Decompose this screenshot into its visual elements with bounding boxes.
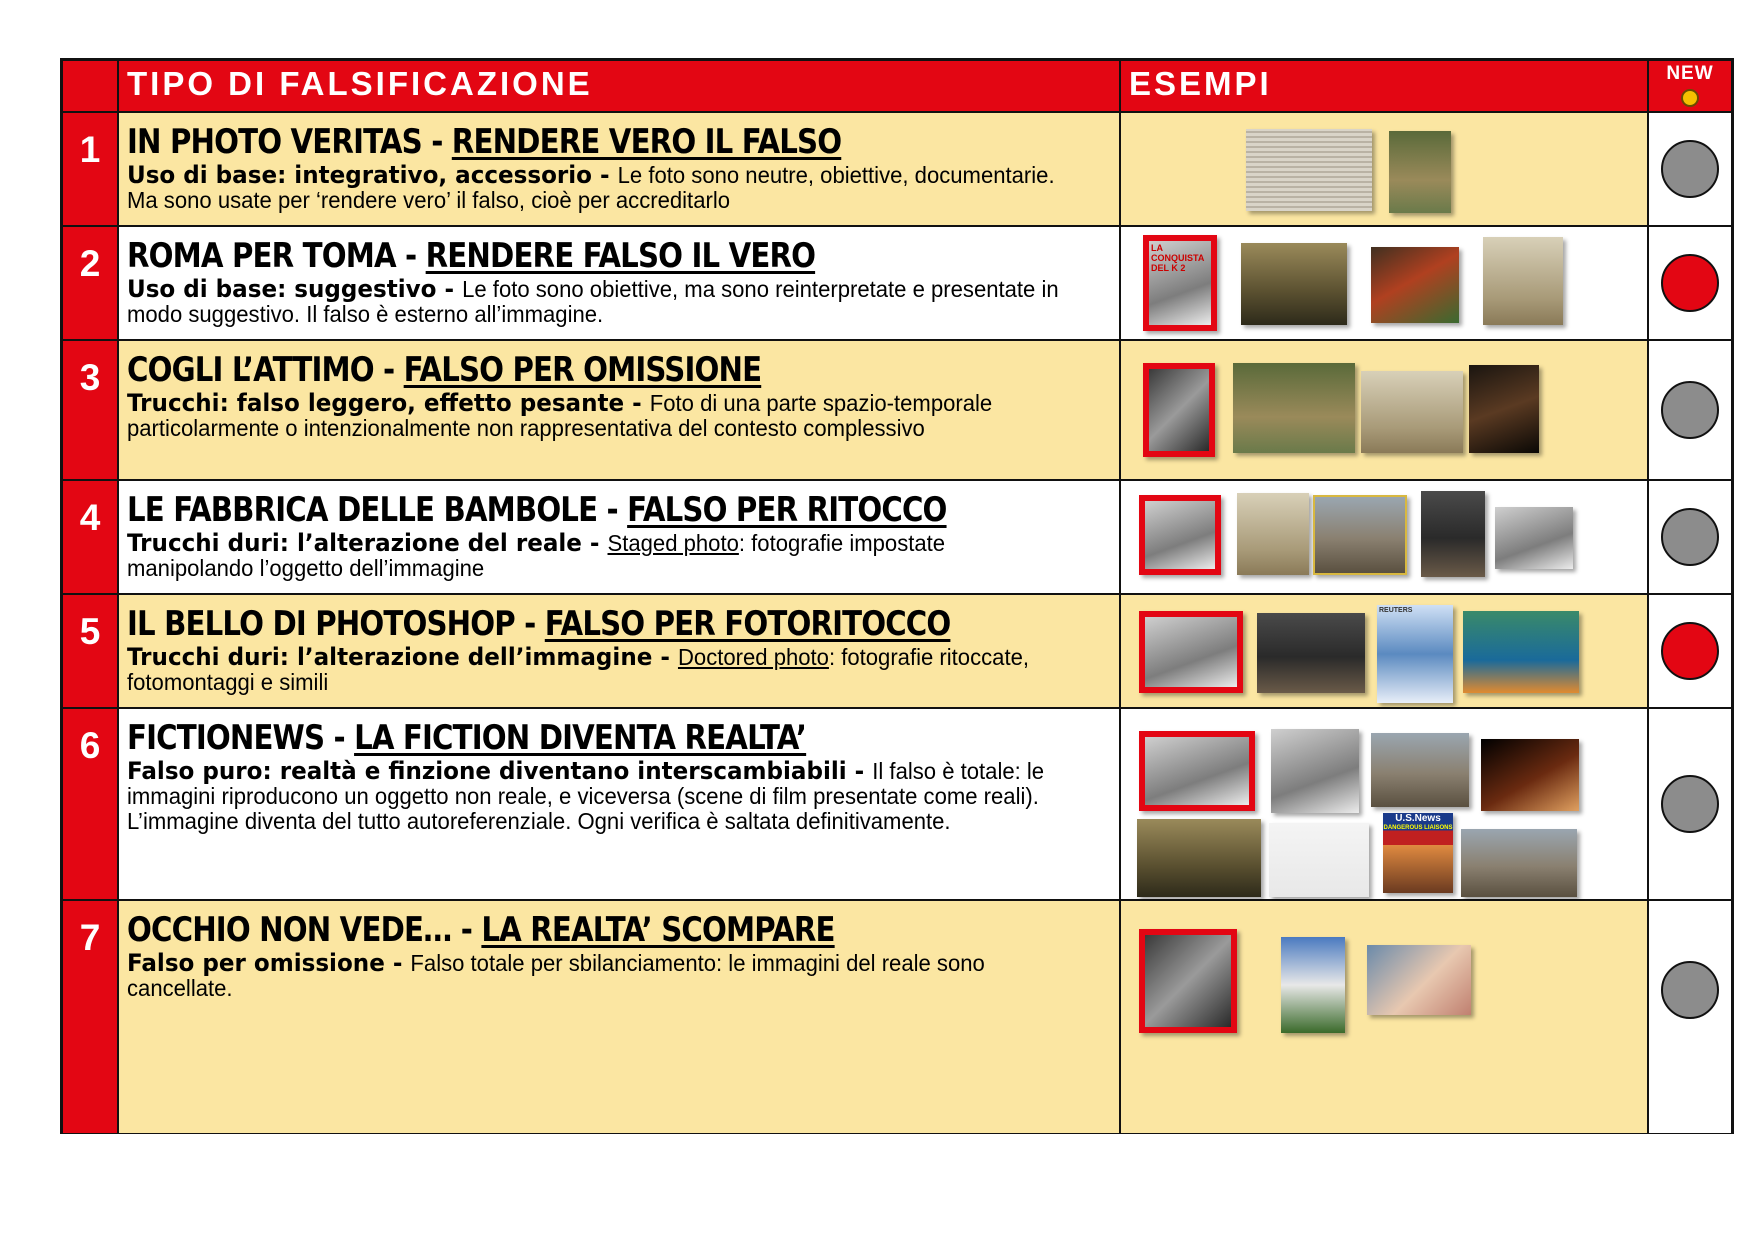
row-type-cell (119, 709, 1121, 899)
example-thumbnail[interactable] (1461, 829, 1577, 897)
examples-cell (1121, 227, 1649, 339)
row-description: Trucchi: falso leggero, effetto pesante - Foto di una parte spazio-temporale particolarmente o intenzionalmente non rappresentativa del contesto complessivo (127, 389, 993, 441)
example-thumbnail[interactable] (1371, 733, 1469, 807)
example-thumbnail[interactable] (1383, 813, 1453, 893)
example-thumbnail[interactable] (1139, 929, 1237, 1033)
status-circle-icon (1661, 508, 1719, 566)
example-thumbnail[interactable] (1313, 495, 1407, 575)
table-row (63, 113, 1731, 227)
row-title: FICTIONEWS - LA FICTION DIVENTA REALTA’ (127, 718, 807, 758)
example-thumbnail[interactable] (1139, 495, 1221, 575)
row-number: 4 (63, 481, 119, 593)
example-thumbnail[interactable] (1367, 945, 1471, 1015)
example-thumbnail[interactable] (1469, 365, 1539, 453)
row-title: IL BELLO DI PHOTOSHOP - FALSO PER FOTORITOCCO (127, 604, 951, 644)
example-thumbnail[interactable] (1361, 371, 1463, 453)
examples-cell (1121, 709, 1649, 899)
book-caption: LA CONQUISTA DEL K 2 (1151, 243, 1204, 273)
example-thumbnail[interactable] (1371, 247, 1459, 323)
examples-cell (1121, 481, 1649, 593)
example-thumbnail[interactable] (1246, 129, 1372, 211)
example-thumbnail[interactable] (1481, 739, 1579, 811)
row-number: 7 (63, 901, 119, 1133)
table-row (63, 227, 1731, 341)
example-thumbnail[interactable] (1139, 731, 1255, 811)
table-row (63, 341, 1731, 481)
example-thumbnail[interactable] (1233, 363, 1355, 453)
examples-cell (1121, 901, 1649, 1133)
examples-cell (1121, 113, 1649, 225)
example-thumbnail[interactable] (1377, 605, 1453, 703)
status-cell (1649, 901, 1731, 1133)
header-num-cell (63, 61, 119, 111)
magazine-subcaption: DANGEROUS LIAISONS (1383, 825, 1453, 831)
row-description: Trucchi duri: l’alterazione dell’immagine - Doctored photo: fotografie ritoccate, fotomontaggi e simili (127, 643, 1030, 695)
row-type-cell (119, 481, 1121, 593)
row-type-cell (119, 113, 1121, 225)
row-type-cell (119, 227, 1121, 339)
row-type-cell (119, 901, 1121, 1133)
row-description: Falso per omissione - Falso totale per sbilanciamento: le immagini del reale sono cancellate. (127, 949, 985, 1001)
row-number: 6 (63, 709, 119, 899)
row-description: Uso di base: integrativo, accessorio - Le foto sono neutre, obiettive, documentarie. Ma sono usate per ‘rendere vero’ il falso, cioè per accreditarlo (127, 161, 1055, 213)
header-new (1649, 61, 1731, 111)
new-dot-icon (1681, 89, 1699, 107)
falsification-table (60, 58, 1734, 1134)
table-header (63, 61, 1731, 113)
row-number: 2 (63, 227, 119, 339)
table-row (63, 481, 1731, 595)
row-description: Falso puro: realtà e finzione diventano interscambiabili - Il falso è totale: le immagini riproducono un oggetto non reale, e viceversa (scene di film presentate come reali). L’immagine diventa del tutto autoreferenziale. Ogni verifica è saltata definitivamente. (127, 757, 1045, 834)
example-thumbnail[interactable] (1137, 819, 1261, 897)
header-type: TIPO DI FALSIFICAZIONE (119, 61, 1121, 111)
row-title: LE FABBRICA DELLE BAMBOLE - FALSO PER RITOCCO (127, 490, 947, 530)
example-thumbnail[interactable] (1271, 729, 1359, 813)
header-examples: ESEMPI (1121, 61, 1649, 111)
example-thumbnail[interactable] (1269, 823, 1369, 897)
row-title: OCCHIO NON VEDE… - LA REALTA’ SCOMPARE (127, 910, 835, 950)
status-circle-icon (1661, 961, 1719, 1019)
row-description: Trucchi duri: l’alterazione del reale - Staged photo: fotografie impostate manipolando l’oggetto dell’immagine (127, 529, 946, 581)
example-thumbnail[interactable] (1143, 363, 1215, 457)
status-cell (1649, 595, 1731, 707)
row-number: 5 (63, 595, 119, 707)
example-thumbnail[interactable] (1495, 507, 1573, 569)
table-row (63, 709, 1731, 901)
row-type-cell (119, 595, 1121, 707)
example-thumbnail[interactable] (1237, 493, 1309, 575)
status-cell (1649, 341, 1731, 479)
reuters-caption: REUTERS (1379, 607, 1413, 614)
status-circle-icon (1661, 381, 1719, 439)
examples-cell (1121, 341, 1649, 479)
example-thumbnail[interactable] (1241, 243, 1347, 325)
row-title: ROMA PER TOMA - RENDERE FALSO IL VERO (127, 236, 816, 276)
row-type-cell (119, 341, 1121, 479)
table-row (63, 901, 1731, 1133)
status-cell (1649, 481, 1731, 593)
new-label: NEW (1666, 63, 1714, 84)
example-thumbnail[interactable] (1139, 611, 1243, 693)
status-cell (1649, 113, 1731, 225)
row-number: 3 (63, 341, 119, 479)
example-thumbnail[interactable] (1143, 235, 1217, 331)
row-title: IN PHOTO VERITAS - RENDERE VERO IL FALSO (127, 122, 842, 162)
status-circle-icon (1661, 775, 1719, 833)
magazine-caption: U.S.News (1395, 813, 1441, 824)
row-description: Uso di base: suggestivo - Le foto sono obiettive, ma sono reinterpretate e presentate in modo suggestivo. Il falso è esterno all’immagine. (127, 275, 1059, 327)
status-cell (1649, 709, 1731, 899)
example-thumbnail[interactable] (1389, 131, 1451, 213)
status-circle-icon (1661, 622, 1719, 680)
example-thumbnail[interactable] (1257, 613, 1365, 693)
status-circle-icon (1661, 254, 1719, 312)
row-number: 1 (63, 113, 119, 225)
example-thumbnail[interactable] (1463, 611, 1579, 693)
example-thumbnail[interactable] (1421, 491, 1485, 577)
example-thumbnail[interactable] (1281, 937, 1345, 1033)
status-cell (1649, 227, 1731, 339)
example-thumbnail[interactable] (1483, 237, 1563, 325)
status-circle-icon (1661, 140, 1719, 198)
table-row (63, 595, 1731, 709)
row-title: COGLI L’ATTIMO - FALSO PER OMISSIONE (127, 350, 762, 390)
examples-cell (1121, 595, 1649, 707)
